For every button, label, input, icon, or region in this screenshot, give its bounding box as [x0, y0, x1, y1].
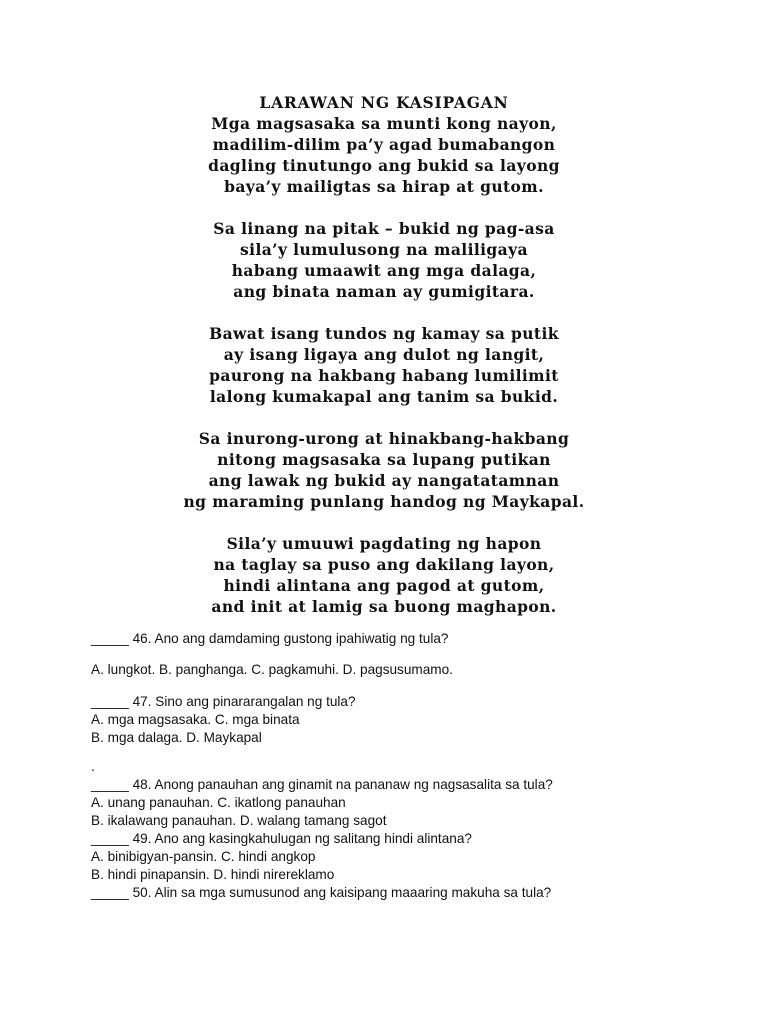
- question-49-choices: A. binibigyan-pansin. C. hindi angkop: [91, 849, 316, 864]
- questions-section: [91, 630, 731, 902]
- poem-line: ay isang ligaya ang dulot ng langit,: [223, 345, 545, 364]
- question-49-choices: B. hindi pinapansin. D. hindi nirereklamo: [91, 867, 335, 882]
- poem-line: Sa linang na pitak – bukid ng pag-asa: [213, 219, 555, 238]
- question-48-choices: B. ikalawang panauhan. D. walang tamang sagot: [91, 813, 387, 828]
- question-47-choices: B. mga dalaga. D. Maykapal: [91, 730, 262, 745]
- poem-stanza-2: [0, 218, 768, 302]
- poem-line: na taglay sa puso ang dakilang layon,: [213, 555, 555, 574]
- poem-line: and init at lamig sa buong maghapon.: [211, 597, 557, 616]
- poem-line: sila’y lumulusong na maliligaya: [240, 240, 528, 259]
- question-48-stem: _____ 48. Anong panauhan ang ginamit na pananaw ng nagsasalita sa tula?: [91, 777, 553, 792]
- poem-line: Bawat isang tundos ng kamay sa putik: [209, 324, 559, 343]
- poem-line: Mga magsasaka sa munti kong nayon,: [211, 114, 557, 133]
- poem-line: madilim-dilim pa’y agad bumabangon: [212, 135, 556, 154]
- poem-stanza-3: [0, 323, 768, 407]
- poem-line: paurong na hakbang habang lumilimit: [209, 366, 559, 385]
- poem-line: habang umaawit ang mga dalaga,: [231, 261, 537, 280]
- poem-line: ang binata naman ay gumigitara.: [233, 282, 535, 301]
- poem-line: lalong kumakapal ang tanim sa bukid.: [209, 387, 559, 406]
- poem-line: baya’y mailigtas sa hirap at gutom.: [224, 177, 544, 196]
- question-47-stem: _____ 47. Sino ang pinararangalan ng tula?: [91, 694, 356, 709]
- question-46-choices: A. lungkot. B. panghanga. C. pagkamuhi. D. pagsusumamo.: [91, 662, 453, 677]
- poem-line: hindi alintana ang pagod at gutom,: [223, 576, 545, 595]
- poem: [0, 92, 768, 617]
- poem-stanza-1: [0, 113, 768, 197]
- poem-title: LARAWAN NG KASIPAGAN: [259, 93, 509, 112]
- poem-line: ng maraming punlang handog ng Maykapal.: [183, 492, 585, 511]
- question-49-stem: _____ 49. Ano ang kasingkahulugan ng salitang hindi alintana?: [91, 831, 472, 846]
- question-48-choices: A. unang panauhan. C. ikatlong panauhan: [91, 795, 346, 810]
- poem-line: ang lawak ng bukid ay nangatatamnan: [208, 471, 560, 490]
- question-50-stem: _____ 50. Alin sa mga sumusunod ang kaisipang maaaring makuha sa tula?: [91, 885, 552, 900]
- poem-line: Sila’y umuuwi pagdating ng hapon: [226, 534, 542, 553]
- poem-stanza-5: [0, 533, 768, 617]
- question-47-choices: A. mga magsasaka. C. mga binata: [91, 712, 300, 727]
- poem-line: nitong magsasaka sa lupang putikan: [217, 450, 551, 469]
- poem-line: dagling tinutungo ang bukid sa layong: [208, 156, 560, 175]
- stray-dot: .: [91, 759, 95, 774]
- question-46-stem: _____ 46. Ano ang damdaming gustong ipahiwatig ng tula?: [91, 631, 449, 646]
- poem-line: Sa inurong-urong at hinakbang-hakbang: [198, 429, 570, 448]
- poem-stanza-4: [0, 428, 768, 512]
